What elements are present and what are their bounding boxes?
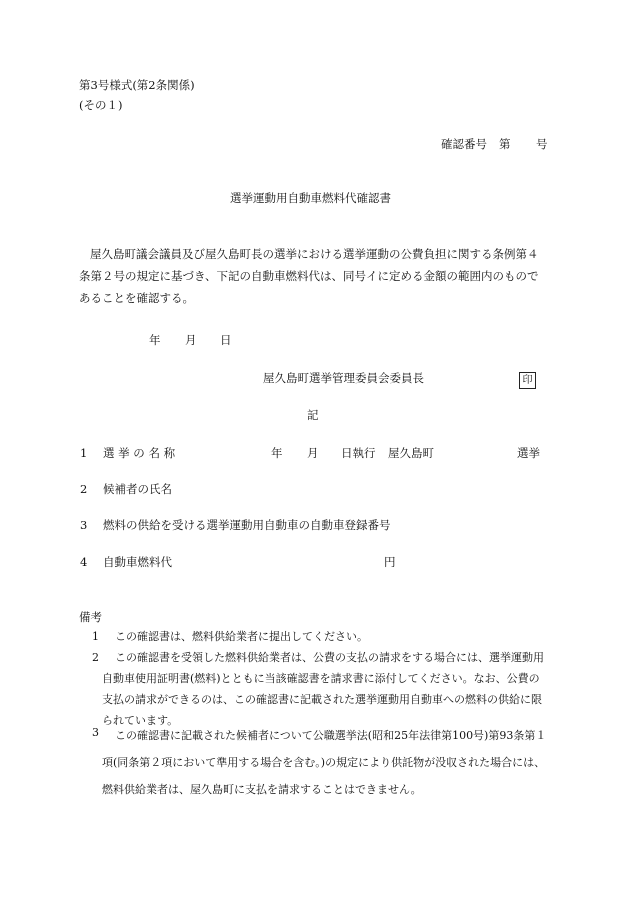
date-month: 月 — [185, 333, 197, 347]
item-fuel-cost-unit: 円 — [384, 555, 396, 569]
item-election-exec: 日執行 — [341, 446, 376, 460]
item-election-senkyo: 選挙 — [517, 446, 540, 460]
item-label-election-name: 選 挙 の 名 称 — [103, 446, 176, 460]
date-day: 日 — [220, 333, 232, 347]
note-text: この確認書に記載された候補者について公職選挙法(昭和25年法律第100号)第93条第１項(同条第２項において準用する場合を含む。)の規定により供託物が没収された場合には、燃料供給業者は、屋久島町に支払を請求することはできません。 — [102, 729, 547, 796]
note-number: 3 — [92, 726, 99, 739]
item-number: 2 — [80, 482, 88, 496]
item-label-registration-number: 燃料の供給を受ける選挙運動用自動車の自動車登録番号 — [103, 518, 391, 532]
item-election-year: 年 — [271, 446, 283, 460]
form-number: 第3号様式(第2条関係) — [79, 78, 195, 92]
item-number: 1 — [80, 446, 88, 460]
ki-label: 記 — [307, 408, 319, 422]
item-label-candidate-name: 候補者の氏名 — [103, 482, 172, 496]
note-item — [92, 647, 547, 731]
document-title: 選挙運動用自動車燃料代確認書 — [230, 191, 391, 205]
confirm-number-dai: 第 — [499, 137, 511, 151]
note-text: この確認書を受領した燃料供給業者は、公費の支払の請求をする場合には、選挙運動用自動車使用証明書(燃料)とともに当該確認書を請求書に添付してください。なお、公費の支払の請求ができるのは、この確認書に記載された選挙運動用自動車への燃料の供給に限られています。 — [102, 651, 544, 727]
item-number: 4 — [80, 555, 88, 569]
body-paragraph: 屋久島町議会議員及び屋久島町長の選挙における選挙運動の公費負担に関する条例第４条第２号の規定に基づき、下記の自動車燃料代は、同号イに定める金額の範囲内のものであることを確認する。 — [79, 247, 539, 305]
item-election-month: 月 — [307, 446, 319, 460]
seal-mark: 印 — [519, 372, 536, 389]
date-year: 年 — [149, 333, 161, 347]
item-election-town: 屋久島町 — [388, 446, 434, 460]
confirm-number-label: 確認番号 — [441, 137, 487, 151]
note-text: この確認書は、燃料供給業者に提出してください。 — [115, 630, 368, 643]
confirm-number-go: 号 — [536, 137, 548, 151]
item-label-fuel-cost: 自動車燃料代 — [103, 555, 172, 569]
issuer-name: 屋久島町選挙管理委員会委員長 — [263, 371, 424, 385]
notes-heading: 備考 — [79, 610, 102, 624]
note-item — [92, 722, 547, 803]
note-item — [92, 626, 547, 647]
note-number: 2 — [92, 651, 99, 664]
item-number: 3 — [80, 518, 88, 532]
form-sub-label: (その１) — [79, 98, 123, 112]
note-number: 1 — [92, 630, 99, 643]
